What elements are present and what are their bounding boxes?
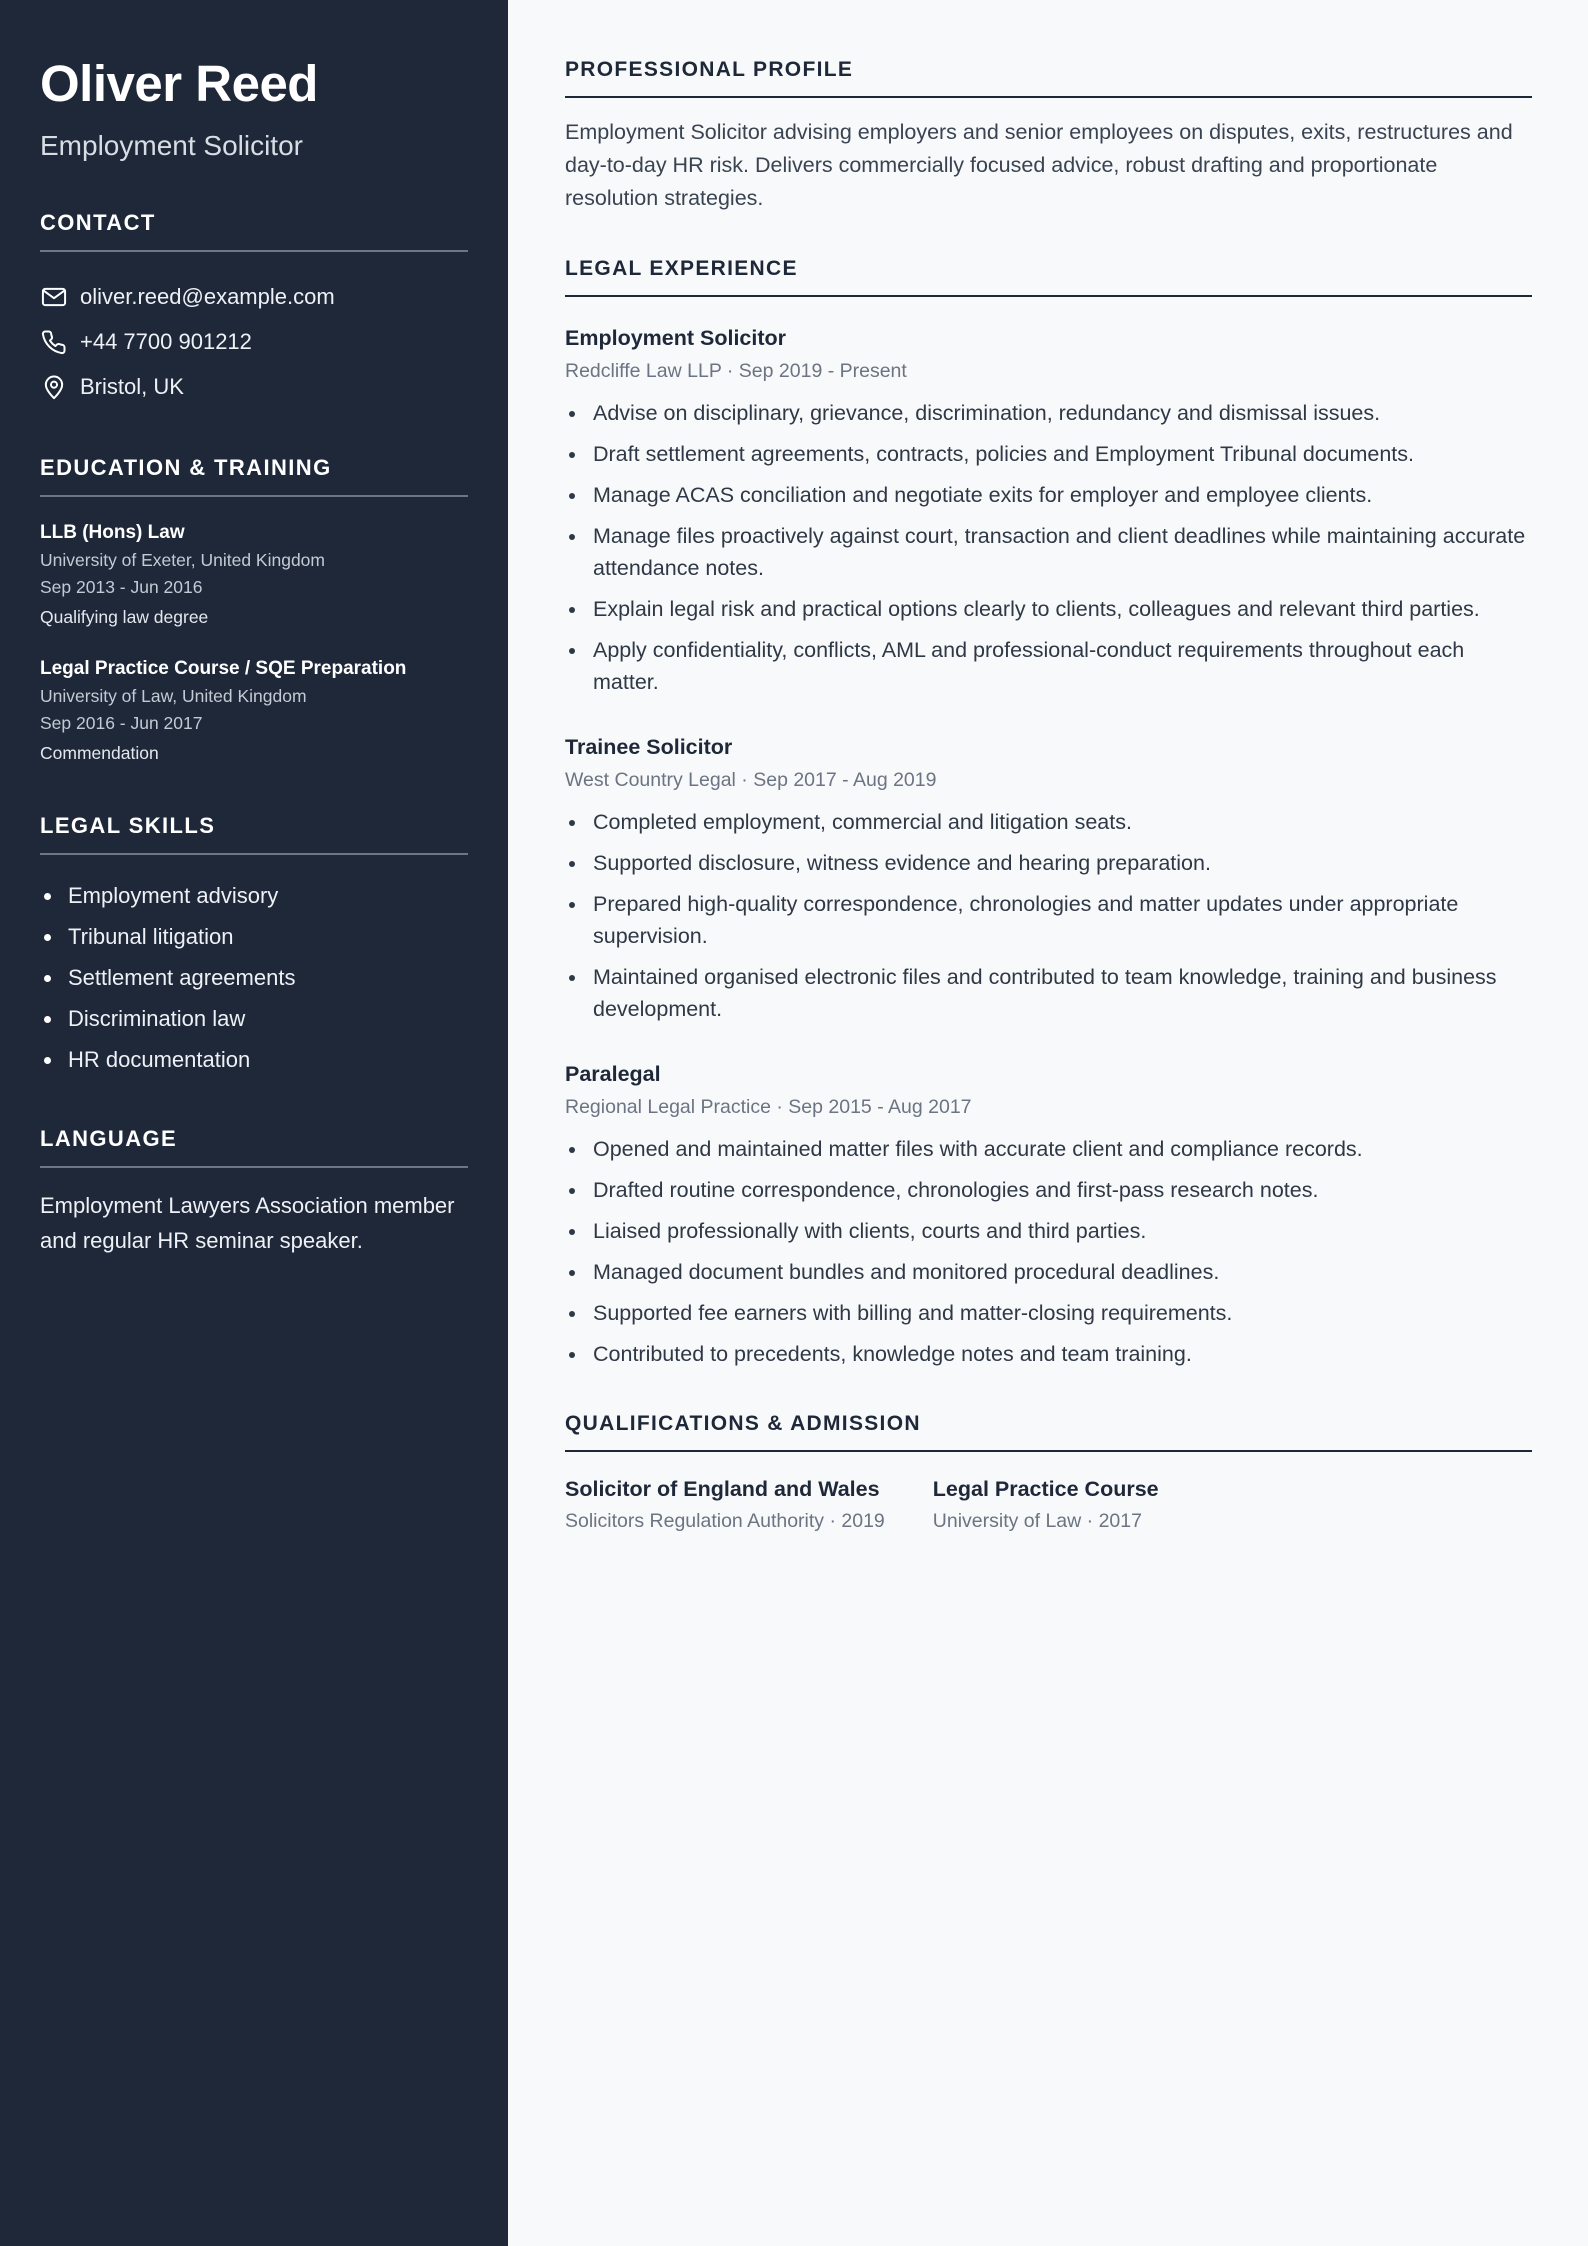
candidate-role: Employment Solicitor <box>40 130 303 161</box>
qualification-meta: University of Law · 2017 <box>932 1510 1142 1532</box>
education-note: Commendation <box>40 743 159 763</box>
language-text: Employment Lawyers Association member and regular HR seminar speaker. <box>40 1193 455 1253</box>
candidate-name: Oliver Reed <box>40 55 318 112</box>
skills-list <box>40 875 468 1080</box>
phone-icon <box>40 328 68 356</box>
qualifications-section <box>565 1412 1532 1536</box>
contact-location <box>40 364 468 409</box>
job-meta: Redcliffe Law LLP · Sep 2019 - Present <box>565 360 907 382</box>
education-item <box>40 519 468 631</box>
profile-heading: PROFESSIONAL PROFILE <box>565 58 1532 98</box>
education-institution: University of Law, United Kingdom <box>40 686 307 706</box>
education-dates: Sep 2016 - Jun 2017 <box>40 713 203 733</box>
job-bullet: Prepared high-quality correspondence, chronologies and matter updates under appropriate supervision. <box>565 888 1532 952</box>
job-bullets <box>565 1133 1532 1370</box>
job-title: Paralegal <box>565 1062 661 1086</box>
qualification-title: Solicitor of England and Wales <box>565 1477 880 1501</box>
contact-email-text: oliver.reed@example.com <box>80 283 335 309</box>
contact-list <box>40 274 468 409</box>
main-content <box>565 58 1532 1536</box>
experience-section <box>565 257 1532 1370</box>
qualification-item <box>933 1474 1159 1536</box>
education-dates: Sep 2013 - Jun 2016 <box>40 577 203 597</box>
experience-heading: LEGAL EXPERIENCE <box>565 257 1532 297</box>
job-meta: West Country Legal · Sep 2017 - Aug 2019 <box>565 769 937 791</box>
job-entry <box>565 1059 1532 1370</box>
education-note: Qualifying law degree <box>40 607 209 627</box>
contact-section <box>40 210 468 409</box>
contact-location-text: Bristol, UK <box>80 373 184 399</box>
education-item <box>40 655 468 767</box>
job-bullet: Completed employment, commercial and litigation seats. <box>565 806 1532 838</box>
education-title: Legal Practice Course / SQE Preparation <box>40 658 407 679</box>
job-bullet: Explain legal risk and practical options clearly to clients, colleagues and relevant third parties. <box>565 593 1532 625</box>
contact-phone[interactable] <box>40 319 468 364</box>
job-bullet: Drafted routine correspondence, chronologies and first-pass research notes. <box>565 1174 1532 1206</box>
profile-text: Employment Solicitor advising employers and senior employees on disputes, exits, restructures and day-to-day HR risk. Delivers commercially focused advice, robust drafting and proportionate resolution strategies. <box>565 120 1513 210</box>
job-bullet: Apply confidentiality, conflicts, AML and professional-conduct requirements throughout each matter. <box>565 634 1532 698</box>
job-title: Employment Solicitor <box>565 326 787 350</box>
language-heading: LANGUAGE <box>40 1126 468 1168</box>
job-title: Trainee Solicitor <box>565 735 733 759</box>
job-bullet: Supported fee earners with billing and matter-closing requirements. <box>565 1297 1532 1329</box>
skill-item: Settlement agreements <box>40 957 468 998</box>
skill-item: Tribunal litigation <box>40 916 468 957</box>
sidebar <box>0 0 508 2246</box>
qualifications-list <box>565 1474 1532 1536</box>
skills-section <box>40 813 468 1080</box>
qualification-title: Legal Practice Course <box>932 1477 1159 1501</box>
contact-email[interactable] <box>40 274 468 319</box>
language-section <box>40 1126 468 1258</box>
skill-item: Employment advisory <box>40 875 468 916</box>
job-entry <box>565 323 1532 698</box>
qualification-item <box>565 1474 885 1536</box>
qualification-meta: Solicitors Regulation Authority · 2019 <box>565 1510 885 1532</box>
education-heading: EDUCATION & TRAINING <box>40 455 468 497</box>
profile-section <box>565 58 1532 215</box>
skills-heading: LEGAL SKILLS <box>40 813 468 855</box>
job-bullet: Manage files proactively against court, transaction and client deadlines while maintaining accurate attendance notes. <box>565 520 1532 584</box>
mail-icon <box>40 283 68 311</box>
job-bullet: Manage ACAS conciliation and negotiate exits for employer and employee clients. <box>565 479 1532 511</box>
qualifications-heading: QUALIFICATIONS & ADMISSION <box>565 1412 1532 1452</box>
job-bullet: Contributed to precedents, knowledge notes and team training. <box>565 1338 1532 1370</box>
skill-item: Discrimination law <box>40 998 468 1039</box>
job-bullet: Supported disclosure, witness evidence and hearing preparation. <box>565 847 1532 879</box>
job-entry <box>565 732 1532 1025</box>
contact-heading: CONTACT <box>40 210 468 252</box>
education-title: LLB (Hons) Law <box>40 522 185 543</box>
job-bullets <box>565 806 1532 1025</box>
contact-phone-text: +44 7700 901212 <box>80 328 252 354</box>
job-bullet: Managed document bundles and monitored procedural deadlines. <box>565 1256 1532 1288</box>
education-institution: University of Exeter, United Kingdom <box>40 550 325 570</box>
location-pin-icon <box>40 373 68 401</box>
job-bullet: Advise on disciplinary, grievance, discrimination, redundancy and dismissal issues. <box>565 397 1532 429</box>
job-bullet: Draft settlement agreements, contracts, policies and Employment Tribunal documents. <box>565 438 1532 470</box>
job-bullets <box>565 397 1532 698</box>
job-meta: Regional Legal Practice · Sep 2015 - Aug 2017 <box>565 1096 972 1118</box>
job-bullet: Maintained organised electronic files and contributed to team knowledge, training and business development. <box>565 961 1532 1025</box>
job-bullet: Liaised professionally with clients, courts and third parties. <box>565 1215 1532 1247</box>
job-bullet: Opened and maintained matter files with accurate client and compliance records. <box>565 1133 1532 1165</box>
skill-item: HR documentation <box>40 1039 468 1080</box>
education-section <box>40 455 468 767</box>
